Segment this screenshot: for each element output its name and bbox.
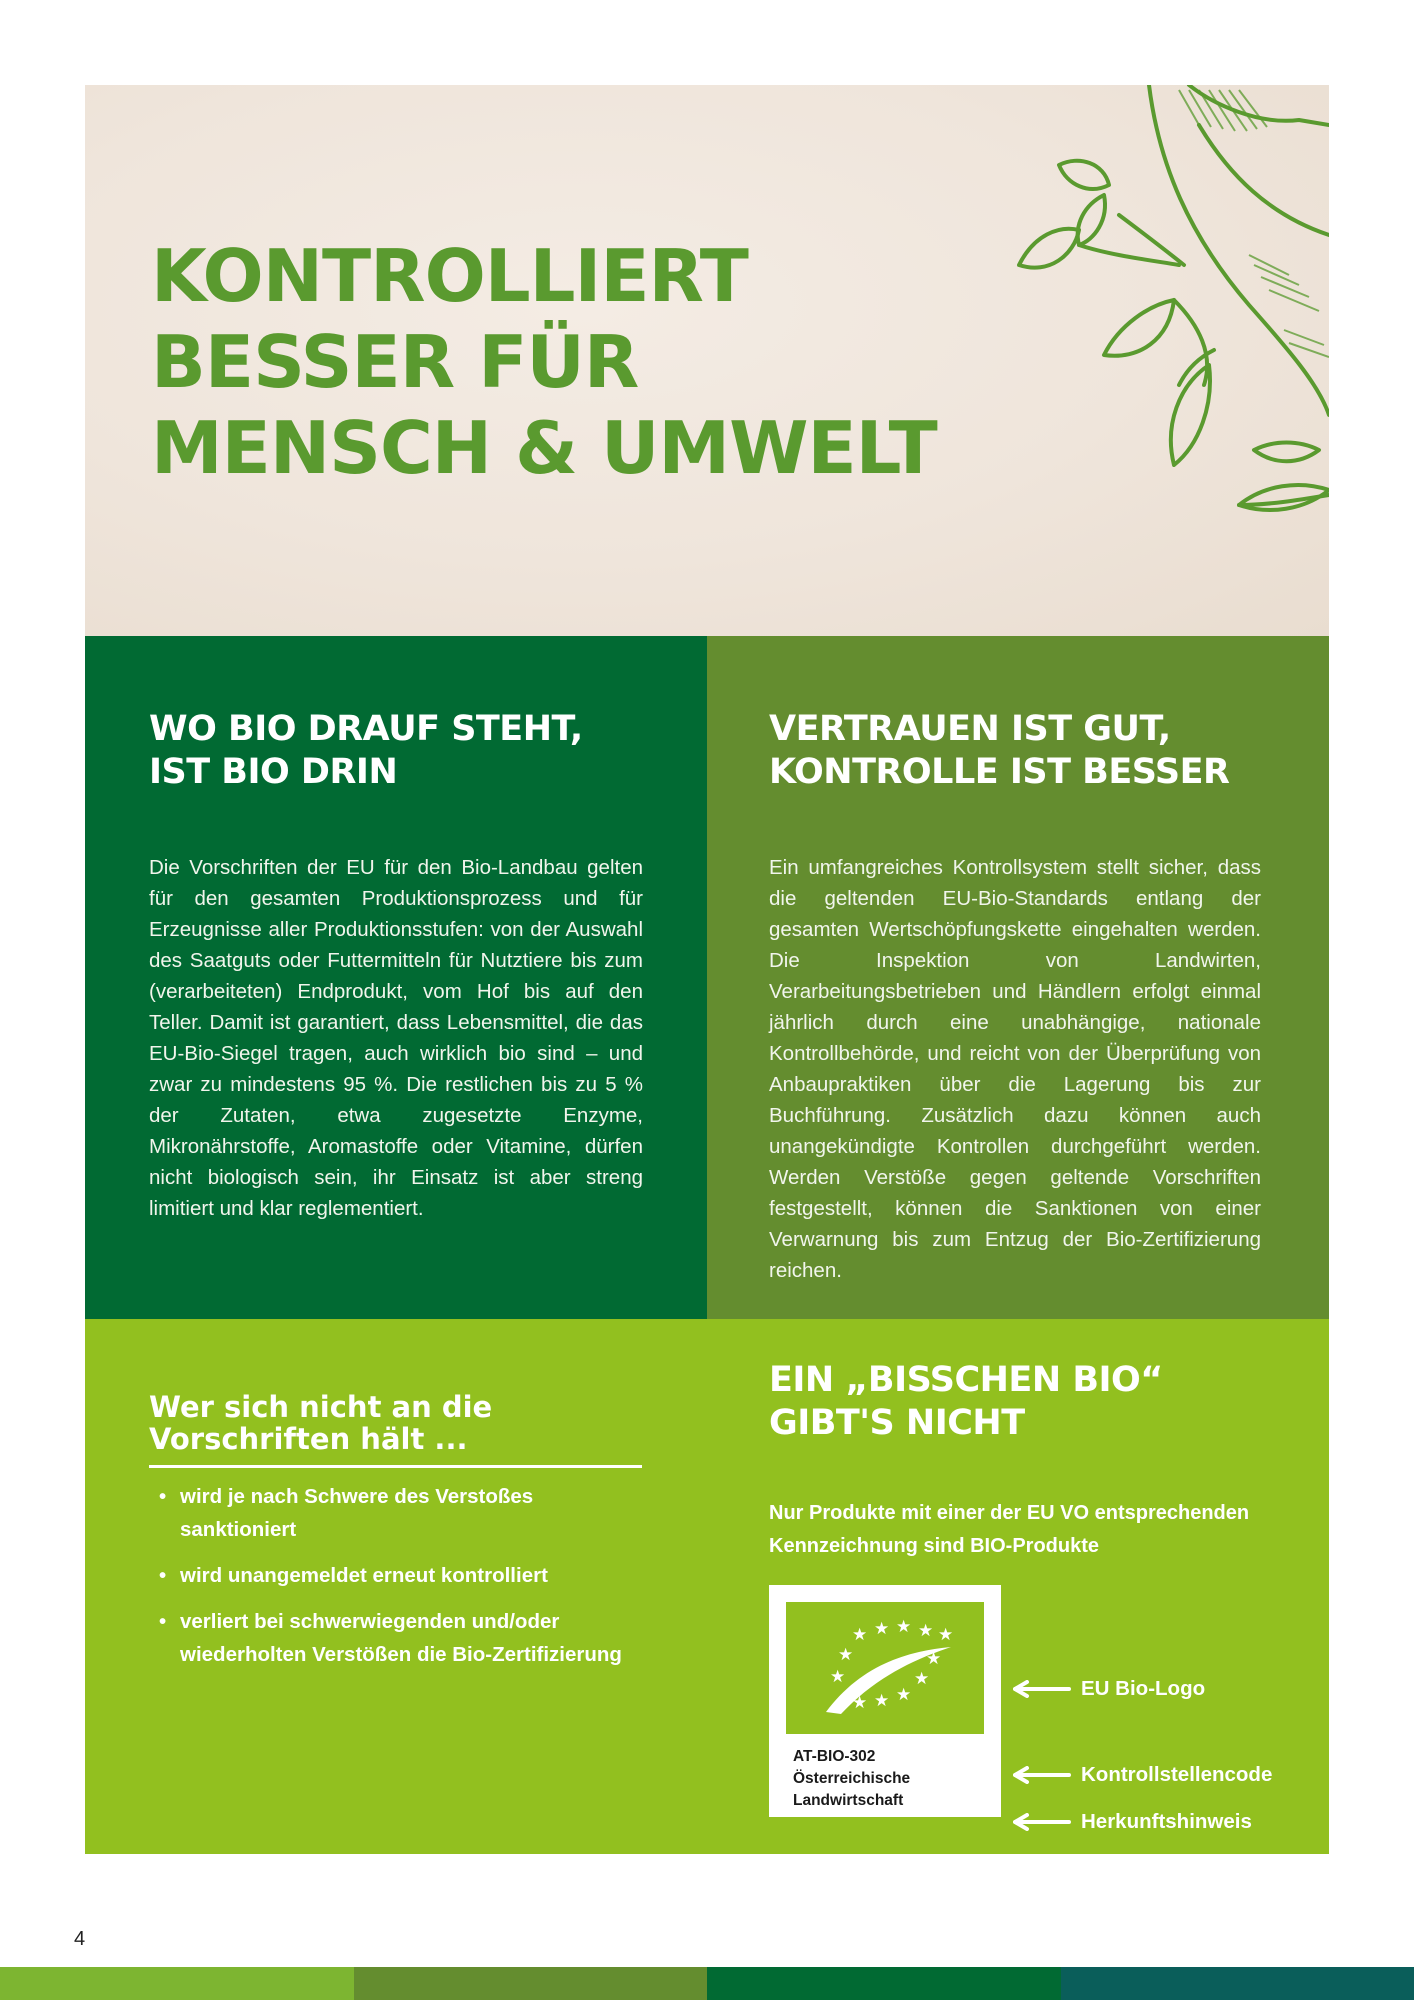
violations-list [149, 1480, 643, 1671]
svg-text:★: ★ [874, 1691, 890, 1711]
svg-text:★: ★ [926, 1649, 942, 1669]
labeling-heading: EIN „BISSCHEN BIO“ GIBT'S NICHT [769, 1360, 1163, 1443]
control-section [707, 636, 1329, 1319]
list-item [149, 1559, 643, 1592]
svg-text:★: ★ [852, 1693, 868, 1713]
violations-section [85, 1319, 707, 1854]
list-item [149, 1605, 643, 1671]
organic-label-card [769, 1585, 1001, 1817]
section-body-text: Ein umfangreiches Kontrollsystem stellt sicher, dass die geltenden EU-Bio-Standards entlang der gesamten Wertschöpfungskette eingehalten werden. Die Inspektion von Landwirten, Verarbeitungsbetrieben und Händlern erfolgt einmal jährlich durch eine unabhängige, nationale Kontrollbehörde, und reicht von der Überprüfung von Anbaupraktiken über die Lagerung bis zur Buchführung. Zusätzlich dazu können auch unangekündigte Kontrollen durchgeführt werden. Werden Verstöße gegen geltende Vorschriften festgestellt, können die Sanktionen von einer Verwarnung bis zum Entzug der Bio-Zertifizierung reichen. [769, 856, 1261, 1282]
bullet-icon: • [159, 1564, 167, 1587]
arrow-left-icon [1013, 1766, 1071, 1784]
page-number: 4 [74, 1928, 86, 1950]
svg-text:★: ★ [874, 1619, 890, 1639]
violations-heading: Wer sich nicht an die Vorschriften hält ... [149, 1391, 642, 1468]
page-title: KONTROLLIERT BESSER FÜR MENSCH & UMWELT [151, 234, 937, 490]
svg-text:★: ★ [830, 1667, 846, 1687]
info-grid [85, 636, 1329, 1854]
svg-text:★: ★ [896, 1617, 912, 1637]
callout-control-code [1013, 1763, 1272, 1787]
footer-segment [354, 1967, 708, 2000]
svg-text:★: ★ [918, 1621, 934, 1641]
footer-segment [1061, 1967, 1414, 2000]
svg-text:★: ★ [896, 1685, 912, 1705]
bullet-icon: • [159, 1610, 167, 1633]
list-item-text: wird je nach Schwere des Verstoßes sanktioniert [180, 1485, 534, 1541]
footer-segment [0, 1967, 354, 2000]
origin-note: Österreichische Landwirtschaft [793, 1770, 911, 1809]
callout-eu-logo [1013, 1677, 1205, 1701]
content-frame [85, 85, 1329, 1854]
bio-inside-section [85, 636, 707, 1319]
labeling-subheading: Nur Produkte mit einer der EU VO entsprechenden Kennzeichnung sind BIO-Produkte [769, 1502, 1250, 1557]
svg-text:★: ★ [914, 1669, 930, 1689]
svg-text:★: ★ [852, 1625, 868, 1645]
labeling-section [707, 1319, 1329, 1854]
list-item-text: verliert bei schwerwiegenden und/oder wiederholten Verstößen die Bio-Zertifizierung [180, 1610, 622, 1666]
section-heading: VERTRAUEN IST GUT, KONTROLLE IST BESSER [769, 709, 1230, 792]
footer-segment [707, 1967, 1061, 2000]
eu-organic-leaf-logo-icon [786, 1602, 984, 1734]
section-body-text: Die Vorschriften der EU für den Bio-Landbau gelten für den gesamten Produktionsprozess und für Erzeugnisse aller Produktionsstufen: von der Auswahl des Saatguts oder Futtermitteln für Nutztiere bis zum (verarbeiteten) Endprodukt, vom Hof bis auf den Teller. Damit ist garantiert, dass Lebensmittel, die das EU-Bio-Siegel tragen, auch wirklich bio sind – und zwar zu mindestens 95 %. Die restlichen bis zu 5 % der Zutaten, etwa zugesetzte Enzyme, Mikronährstoffe, Aromastoffe oder Vitamine, dürfen nicht biologisch sein, ihr Einsatz ist aber streng limitiert und klar reglementiert. [149, 856, 643, 1220]
arrow-left-icon [1013, 1813, 1071, 1831]
callout-origin [1013, 1810, 1252, 1834]
list-item-text: wird unangemeldet erneut kontrolliert [180, 1564, 548, 1587]
bullet-icon: • [159, 1485, 167, 1508]
leaf-branch-illustration-icon [999, 85, 1329, 636]
control-code: AT-BIO-302 [793, 1748, 876, 1765]
footer-color-bar [0, 1967, 1414, 2000]
callout-label: Herkunftshinweis [1081, 1810, 1252, 1833]
callout-label: EU Bio-Logo [1081, 1677, 1206, 1700]
svg-text:★: ★ [838, 1645, 854, 1665]
hero-banner [85, 85, 1329, 636]
arrow-left-icon [1013, 1680, 1071, 1698]
section-heading: WO BIO DRAUF STEHT, IST BIO DRIN [149, 709, 583, 792]
list-item [149, 1480, 643, 1546]
label-card-text [793, 1746, 910, 1812]
svg-text:★: ★ [938, 1625, 954, 1645]
callout-label: Kontrollstellencode [1081, 1763, 1273, 1786]
